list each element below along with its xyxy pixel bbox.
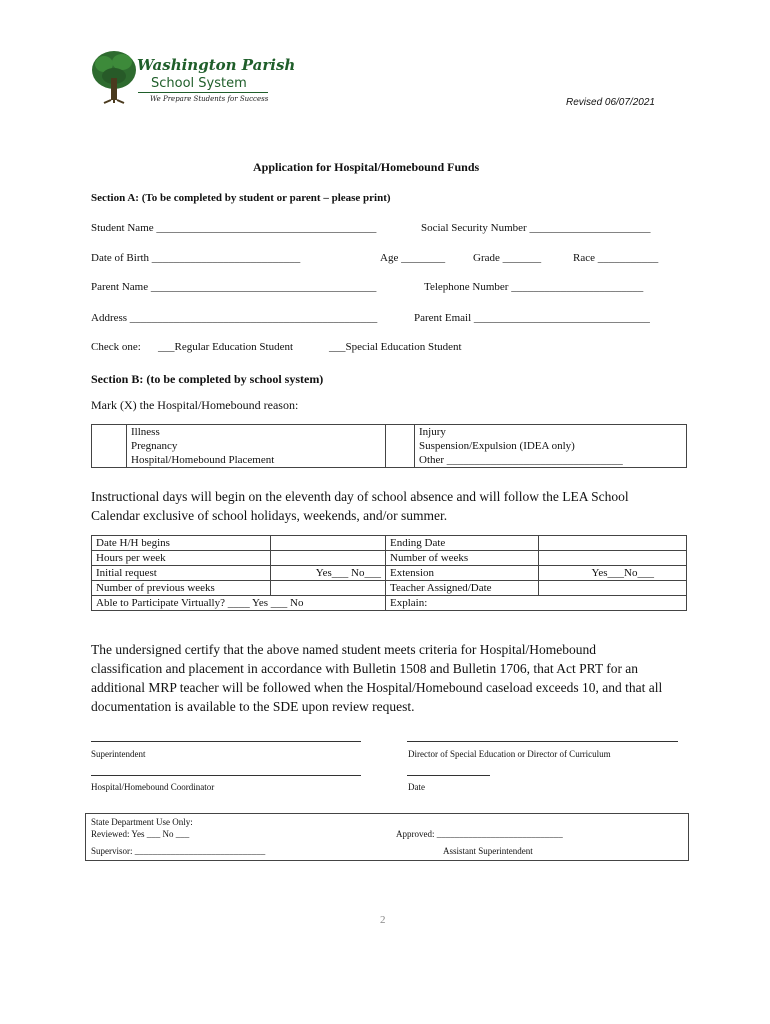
- check-one-label: Check one:: [91, 341, 141, 353]
- date-signature-line[interactable]: [407, 775, 490, 776]
- state-use-only-label: State Department Use Only:: [91, 817, 193, 827]
- previous-weeks-label: Number of previous weeks: [92, 581, 271, 596]
- date-label: Date: [408, 782, 425, 792]
- reason-pregnancy: Pregnancy: [127, 439, 386, 453]
- instructional-line-1: Instructional days will begin on the eleventh day of school absence and will follow the LEA School: [91, 489, 629, 504]
- logo-title: Washington Parish: [137, 56, 296, 74]
- address-field[interactable]: Address _____________________________________________: [91, 312, 378, 324]
- certify-line-2: classification and placement in accordance with Bulletin 1508 and Bulletin 1706, that Act PRT for an: [91, 661, 639, 676]
- instructional-line-2: Calendar exclusive of school holidays, weekends, and/or summer.: [91, 508, 448, 523]
- special-education-option[interactable]: ___Special Education Student: [329, 341, 462, 353]
- certify-line-4: documentation is available to the SDE upon review request.: [91, 699, 415, 714]
- logo-rule: [138, 92, 268, 93]
- reviewed-field[interactable]: Reviewed: Yes ___ No ___: [91, 829, 190, 839]
- logo-tagline: We Prepare Students for Success: [150, 95, 269, 103]
- teacher-assigned-value[interactable]: [539, 581, 687, 596]
- reason-checkbox-other[interactable]: [386, 453, 415, 468]
- reason-table: [91, 424, 687, 468]
- reason-suspension: Suspension/Expulsion (IDEA only): [415, 439, 687, 453]
- virtual-participation[interactable]: Able to Participate Virtually? ____ Yes ___ No: [92, 596, 386, 611]
- ssn-field[interactable]: Social Security Number ______________________: [421, 222, 651, 234]
- coordinator-label: Hospital/Homebound Coordinator: [91, 782, 215, 792]
- revised-date: Revised 06/07/2021: [566, 97, 655, 108]
- teacher-assigned-label: Teacher Assigned/Date: [386, 581, 539, 596]
- regular-education-option[interactable]: ___Regular Education Student: [158, 341, 294, 353]
- reason-checkbox-placement[interactable]: [92, 453, 127, 468]
- superintendent-signature-line[interactable]: [91, 741, 361, 742]
- extension-label: Extension: [386, 566, 539, 581]
- section-b-heading: Section B: (to be completed by school system): [91, 372, 324, 386]
- race-field[interactable]: Race ___________: [573, 252, 659, 264]
- reason-checkbox-pregnancy[interactable]: [92, 439, 127, 453]
- date-begins-label: Date H/H begins: [92, 536, 271, 551]
- reason-checkbox-suspension[interactable]: [386, 439, 415, 453]
- certify-line-3: additional MRP teacher will be followed when the Hospital/Homebound caseload exceeds 10, and that all: [91, 680, 663, 695]
- superintendent-label: Superintendent: [91, 749, 146, 759]
- date-begins-value[interactable]: [271, 536, 386, 551]
- reason-checkbox-injury[interactable]: [386, 425, 415, 440]
- initial-request-label: Initial request: [92, 566, 271, 581]
- approved-field[interactable]: Approved: ____________________________: [396, 829, 563, 839]
- previous-weeks-value[interactable]: [271, 581, 386, 596]
- details-table: [91, 535, 687, 611]
- page-title: Application for Hospital/Homebound Funds: [253, 160, 480, 174]
- num-weeks-value[interactable]: [539, 551, 687, 566]
- reason-injury: Injury: [415, 425, 687, 440]
- parent-email-field[interactable]: Parent Email ________________________________: [414, 312, 650, 324]
- director-label: Director of Special Education or Director of Curriculum: [408, 749, 611, 759]
- ending-date-value[interactable]: [539, 536, 687, 551]
- reason-illness: Illness: [127, 425, 386, 440]
- initial-request-yes-no[interactable]: Yes___ No___: [271, 566, 386, 581]
- hours-label: Hours per week: [92, 551, 271, 566]
- parent-name-field[interactable]: Parent Name _________________________________________: [91, 281, 377, 293]
- num-weeks-label: Number of weeks: [386, 551, 539, 566]
- page-number: 2: [380, 914, 386, 926]
- supervisor-field[interactable]: Supervisor: _____________________________: [91, 846, 266, 856]
- reason-other[interactable]: Other ________________________________: [415, 453, 687, 468]
- dob-field[interactable]: Date of Birth ___________________________: [91, 252, 301, 264]
- assistant-superintendent-label: Assistant Superintendent: [443, 846, 533, 856]
- certify-line-1: The undersigned certify that the above named student meets criteria for Hospital/Homebound: [91, 642, 596, 657]
- coordinator-signature-line[interactable]: [91, 775, 361, 776]
- section-a-heading: Section A: (To be completed by student or parent – please print): [91, 192, 391, 204]
- telephone-field[interactable]: Telephone Number ________________________: [424, 281, 644, 293]
- hours-value[interactable]: [271, 551, 386, 566]
- logo-subtitle: School System: [151, 76, 247, 91]
- director-signature-line[interactable]: [407, 741, 678, 742]
- age-field[interactable]: Age ________: [380, 252, 446, 264]
- explain-field[interactable]: Explain:: [386, 596, 687, 611]
- reason-checkbox-illness[interactable]: [92, 425, 127, 440]
- grade-field[interactable]: Grade _______: [473, 252, 542, 264]
- tree-icon: [90, 48, 138, 104]
- mark-reason-label: Mark (X) the Hospital/Homebound reason:: [91, 398, 299, 412]
- extension-yes-no[interactable]: Yes___No___: [539, 566, 687, 581]
- ending-date-label: Ending Date: [386, 536, 539, 551]
- reason-placement: Hospital/Homebound Placement: [127, 453, 386, 468]
- state-department-box: [85, 813, 689, 861]
- student-name-field[interactable]: Student Name ________________________________________: [91, 222, 377, 234]
